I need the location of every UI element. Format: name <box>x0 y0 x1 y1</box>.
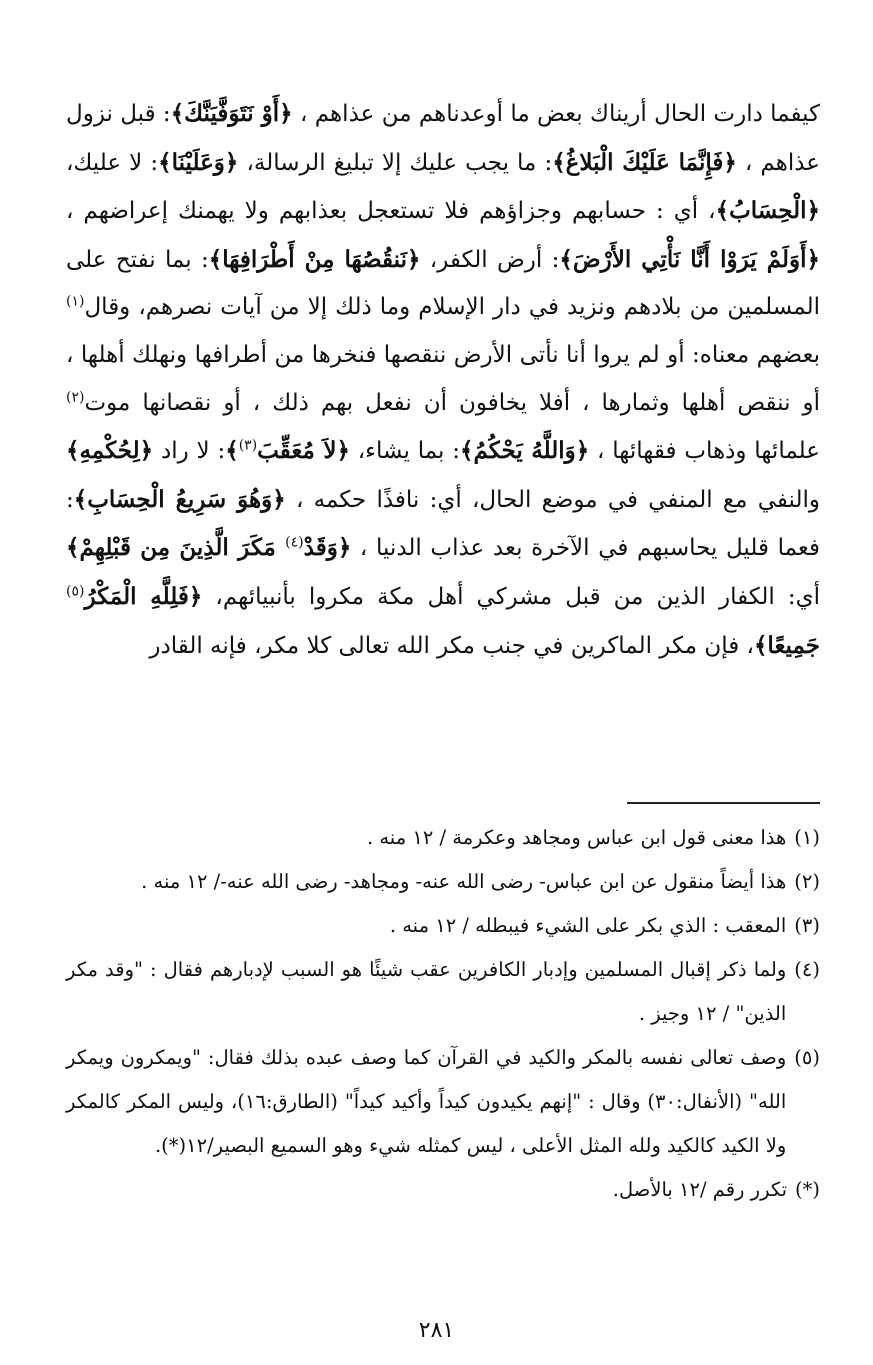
footnote-text: تكرر رقم /١٢ بالأصل. <box>612 1178 788 1201</box>
footnotes <box>66 816 820 1212</box>
quran-verse: ﴿أَوْ نَتَوَفَّيَنَّكَ﴾ <box>170 100 293 127</box>
main-text <box>66 90 820 670</box>
text-segment: : ما يجب عليك إلا تبليغ الرسالة، <box>238 149 553 176</box>
quran-verse-close: ﴾ <box>225 437 239 465</box>
footnote-number: (٥) <box>794 1046 820 1069</box>
page-number: ٢٨١ <box>418 1318 455 1343</box>
text-segment: والنفي مع المنفي في موضع الحال، أي: نافذًا حكمه ، <box>285 486 820 513</box>
footnote-number: (٢) <box>794 870 820 893</box>
quran-verse: ﴿وَهُوَ سَرِيعُ الْحِسَابِ﴾ <box>73 485 286 513</box>
text-segment: : لا راد <box>153 438 226 465</box>
footnote-number: (١) <box>794 826 820 849</box>
quran-verse: ﴿فَلِلَّهِ الْمَكْرُ <box>84 582 203 610</box>
quran-verse: ﴿وَاللَّهُ يَحْكُمُ﴾ <box>460 437 590 465</box>
text-segment: ، فإن مكر الماكرين في جنب مكر الله تعالى كلا مكر، فإنه القادر <box>149 632 754 659</box>
footnote-marker: (٣) <box>238 437 258 454</box>
text-segment: : لا عليك، <box>66 149 159 176</box>
quran-verse: ﴿أَوَلَمْ يَرَوْا أَنَّا نَأْتِي الأَرْضَ﴾ <box>559 245 820 273</box>
footnote-number: (٤) <box>794 958 820 981</box>
footnote-separator <box>627 802 820 804</box>
quran-verse: ﴿لِحُكْمِهِ﴾ <box>66 437 154 465</box>
footnote-marker: (٤) <box>285 534 304 551</box>
footnote-text: هذا معنى قول ابن عباس ومجاهد وعكرمة / ١٢ منه . <box>366 826 787 849</box>
footnote-1 <box>66 816 820 860</box>
text-segment: : أرض الكفر، <box>420 246 560 273</box>
quran-verse: ﴿وَقَدْ <box>303 534 352 562</box>
text-segment: علمائها وذهاب فقهائها ، <box>589 438 820 465</box>
quran-verse: مَكَرَ الَّذِينَ مِن قَبْلِهِمْ﴾ <box>66 534 286 562</box>
footnote-number: (*) <box>795 1178 820 1201</box>
text-segment: : قبل نزول عذاهم ، <box>66 101 821 176</box>
quran-verse: ﴿فَإِنَّمَا عَلَيْكَ الْبَلاغُ﴾ <box>552 148 737 176</box>
footnote-5 <box>66 1036 820 1168</box>
text-segment: كيفما دارت الحال أريناك بعض ما أوعدناهم من عذاهم ، <box>292 101 820 127</box>
footnote-text: المعقب : الذي بكر على الشيء فيبطله / ١٢ منه . <box>389 914 787 937</box>
footnote-3 <box>66 904 820 948</box>
text-segment: : بما نفتح على المسلمين من بلادهم ونزيد في دار الإسلام وما ذلك إلا من آيات نصرهم، وقال <box>66 246 820 321</box>
text-segment: ، أي : حسابهم وجزاؤهم فلا تستعجل بعذابهم ولا يهمنك إعراضهم ، <box>66 198 716 225</box>
footnote-marker: (٢) <box>66 388 85 405</box>
footnote-text: هذا أيضاً منقول عن ابن عباس- رضى الله عنه- ومجاهد- رضى الله عنه-/ ١٢ منه . <box>141 870 787 893</box>
text-segment: : بما يشاء، <box>349 438 461 465</box>
footnote-marker: (١) <box>66 293 85 310</box>
footnote-text: وصف تعالى نفسه بالمكر والكيد في القرآن كما وصف عبده بذلك فقال: "ويمكرون ويمكر الله" (الأنفال:٣٠) وقال : "إنهم يكيدون كيداً وأكيد كيداً" (الطارق:١٦)، وليس المكر كالمكر ولا الكيد كالكيد ولله المثل الأعلى ، ليس كمثله شيء وهو السميع البصير/١٢(*). <box>66 1046 787 1157</box>
text-segment: : فعما قليل يحاسبهم في الآخرة بعد عذاب الدنيا ، <box>66 486 820 562</box>
footnote-text: ولما ذكر إقبال المسلمين وإدبار الكافرين عقب شيئًا هو السبب لإدبارهم فقال : "وقد مكر الذين" / ١٢ وجيز . <box>66 958 787 1025</box>
text-segment: أي: الكفار الذين من قبل مشركي أهل مكة مكروا بأنبيائهم، <box>202 583 821 610</box>
footnote-note <box>66 1168 820 1212</box>
quran-verse: جَمِيعًا﴾ <box>753 631 820 659</box>
text-segment: بعضهم معناه: أو لم يروا أنا نأتى الأرض ننقصها فنخرها من أطرافها ونهلك أهلها ، أو ننقص أهلها وثمارها ، أفلا يخافون أن نفعل بهم ذلك ، أو نقصانها موت <box>66 341 820 416</box>
footnote-4 <box>66 948 820 1036</box>
quran-verse: ﴿نَنقُصُهَا مِنْ أَطْرَافِهَا﴾ <box>208 245 421 273</box>
footnote-2 <box>66 860 820 904</box>
footnote-marker: (٥) <box>66 583 85 600</box>
footnote-number: (٣) <box>794 914 820 937</box>
quran-verse: ﴿وَعَلَيْنَا﴾ <box>158 148 239 176</box>
quran-verse: ﴿لاَ مُعَقِّبَ <box>257 437 350 465</box>
quran-verse: ﴿الْحِسَابُ﴾ <box>715 197 820 225</box>
